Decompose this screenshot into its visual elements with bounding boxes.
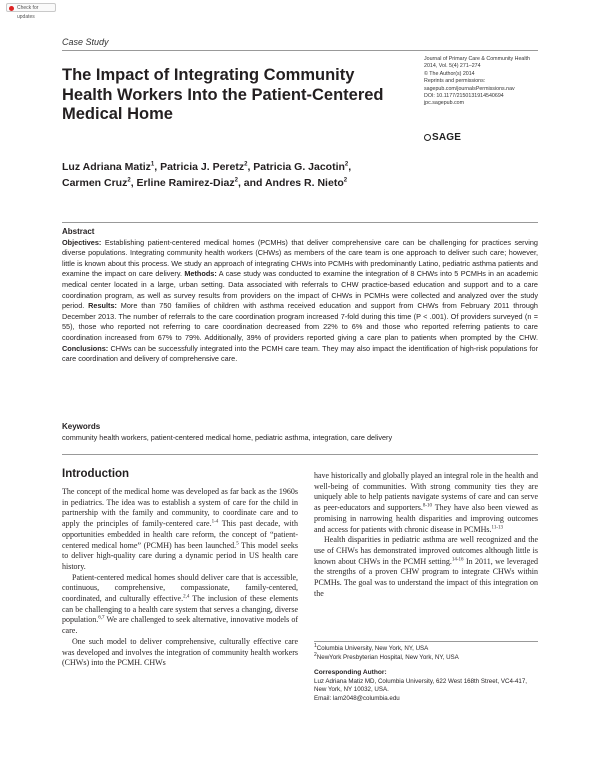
author-name: Erline Ramirez-Diaz <box>136 177 235 189</box>
article-title: The Impact of Integrating Community Health Workers Into the Patient-Centered Medical Home <box>62 66 384 123</box>
crossmark-icon <box>9 6 14 11</box>
corresponding-author-email[interactable]: Email: lam2048@columbia.edu <box>314 694 400 702</box>
keywords-heading: Keywords <box>62 422 101 431</box>
objectives-text: Establishing patient-centered medical homes (PCMHs) that deliver comprehensive care can be challenging for practices serving diverse populations. Integrating community health workers (CHWs) as members of the care team is one approach to deliver such care; however, little is known about this process. We study an approach of integrating CHWs into PCMHs with predominantly Latino, pediatric asthma patients and examine the impact on care delivery. <box>62 237 538 279</box>
citation: 6,7 <box>98 615 105 621</box>
paragraph: The concept of the medical home was developed as far back as the 1960s in pediatrics. The idea was to establish a system of care for the child in partnership with the family and community, to coordinate care and to apply the principles of family-centered care.$^{1-4}$ This past decade, with opportunities embedded in health care reform, the concept of “patient-centered medical home” (PCMH) has been launched.$^5$ This model seeks to deliver high-quality care during a dynamic period in US health care history. <box>62 487 299 571</box>
author-list <box>62 159 422 191</box>
author-name: Luz Adriana Matiz <box>62 161 151 173</box>
conclusions-label: Conclusions: <box>62 343 109 353</box>
footnotes <box>314 642 538 704</box>
body-column-left <box>62 468 298 669</box>
affiliation-mark: 2 <box>344 161 349 168</box>
abstract <box>62 227 538 365</box>
affiliation-2: $^2$NewYork Presbyterian Hospital, New York, NY, USA <box>314 651 459 661</box>
citation: 11-13 <box>491 524 503 530</box>
journal-volume: 2014, Vol. 5(4) 271–274 <box>424 63 481 70</box>
citation: 5 <box>236 540 239 546</box>
citation: 2,4 <box>183 594 190 600</box>
affiliation-mark: 2 <box>127 177 131 184</box>
footnote-divider <box>314 641 538 642</box>
paragraph: Patient-centered medical homes should deliver care that is accessible, continuous, comprehensive, compassionate, family-centered, coordinated, and culturally effective.$^{2,4}$ The inclusion of these elements can be challenging to a health care system that serves a changing, diverse population.$^{6,7}$ We are challenged to seek alternative, innovative models of care. <box>62 572 298 636</box>
results-text: More than 750 families of children with asthma received education and support from CHWs from February 2011 through December 2013. The number of referrals to the care coordination program increased 7-fold during this time (P < .001). Of providers surveyed (n = 55), those who reported not referring to care coordination decreased from 22% to 6% and those who reported referring patients to care coordination increased from 67% to 79%. Additionally, 39% of providers reported giving a care plan to patients when prompted by the CHW. <box>62 301 538 342</box>
author-name: Patricia G. Jacotin <box>253 161 345 173</box>
copyright: © The Author(s) 2014 <box>424 70 475 77</box>
citation: 8-10 <box>422 503 433 509</box>
abstract-divider <box>62 222 538 223</box>
journal-name: Journal of Primary Care & Community Health <box>424 56 530 62</box>
affiliation-mark: 1 <box>150 161 155 168</box>
top-divider <box>62 50 538 51</box>
body-column-right <box>314 471 538 599</box>
doi-link[interactable]: DOI: 10.1177/2150131914540694 <box>424 93 504 100</box>
affiliation-mark: 2 <box>244 161 248 168</box>
reprints-label: Reprints and permissions: <box>424 78 486 85</box>
methods-label: Methods: <box>184 269 217 279</box>
affiliation-mark: 2 <box>343 177 348 184</box>
corresponding-author-heading: Corresponding Author: <box>314 669 387 677</box>
permissions-link[interactable]: sagepub.com/journalsPermissions.nav <box>424 85 515 92</box>
author-name: Patricia J. Peretz <box>160 161 245 173</box>
introduction-heading: Introduction <box>62 468 130 480</box>
sage-logo-icon <box>424 134 431 141</box>
corresponding-author-address: Luz Adriana Matiz MD, Columbia University, 622 West 168th Street, VC4-417, New York, NY 10032, USA. <box>314 677 527 694</box>
affiliation-1: $^1$Columbia University, New York, NY, USA <box>314 642 429 652</box>
publisher-logo: SAGE <box>424 132 461 143</box>
methods-text: A case study was conducted to examine the integration of 8 CHWs into 5 PCMHs in an academic medical center located in a large, urban setting. Data associated with referrals to CHW practice-based education and support and to a care coordination program, as well as survey results from providers on the impact of CHWs in PCMHs were collected and analyzed over the study period. <box>62 269 538 311</box>
author-name: Carmen Cruz <box>62 177 128 189</box>
journal-site-link[interactable]: jpc.sagepub.com <box>424 100 465 107</box>
paragraph: have historically and globally played an integral role in the health and well-being of communities. With strong community ties they are uniquely able to help patients navigate systems of care and can serve as peer-educators and supporters.$^{8-10}$ They have also been viewed as promising in narrowing health disparities and improving outcomes and access for patients with chronic disease in PCMHs.$^{11-13}$ <box>314 471 538 534</box>
citation: 1-4 <box>211 519 219 525</box>
paragraph: Health disparities in pediatric asthma are well recognized and the use of CHWs has demonstrated improved outcomes although little is known about CHWs in the PCMH setting.$^{14-16}$ In 2011, we leveraged the strengths of a proven CHW program to integrate CHWs within PCMHs. The goal was to understand the impact of this integration on the <box>314 535 538 598</box>
citation: 14-16 <box>451 556 464 562</box>
abstract-body <box>62 238 538 365</box>
author-name: Andres R. Nieto <box>264 177 344 189</box>
check-for-updates-badge[interactable]: Check for updates <box>6 3 56 12</box>
paragraph: One such model to deliver comprehensive, culturally effective care was developed and involves the integration of community health workers (CHWs) into the PCMH. CHWs <box>62 636 298 668</box>
keywords-text: community health workers, patient-centered medical home, pediatric asthma, integration, care delivery <box>62 433 393 442</box>
author-line-1: Luz Adriana Matiz$^1$, Patricia J. Peretz$^2$, Patricia G. Jacotin$^2$, <box>62 161 352 173</box>
keywords-divider <box>62 454 538 455</box>
results-label: Results: <box>88 301 117 311</box>
affiliation-mark: 2 <box>234 177 238 184</box>
conclusions-text: CHWs can be successfully integrated into the PCMH care team. They may also impact the identification of high-risk populations for care coordination and delivery of comprehensive care. <box>62 343 538 364</box>
abstract-heading: Abstract <box>62 227 95 236</box>
author-line-2: Carmen Cruz$^2$, Erline Ramirez-Diaz$^2$, and Andres R. Nieto$^2$ <box>62 177 348 189</box>
journal-info <box>424 56 554 108</box>
section-label: Case Study <box>62 37 109 47</box>
objectives-label: Objectives: <box>62 237 102 247</box>
